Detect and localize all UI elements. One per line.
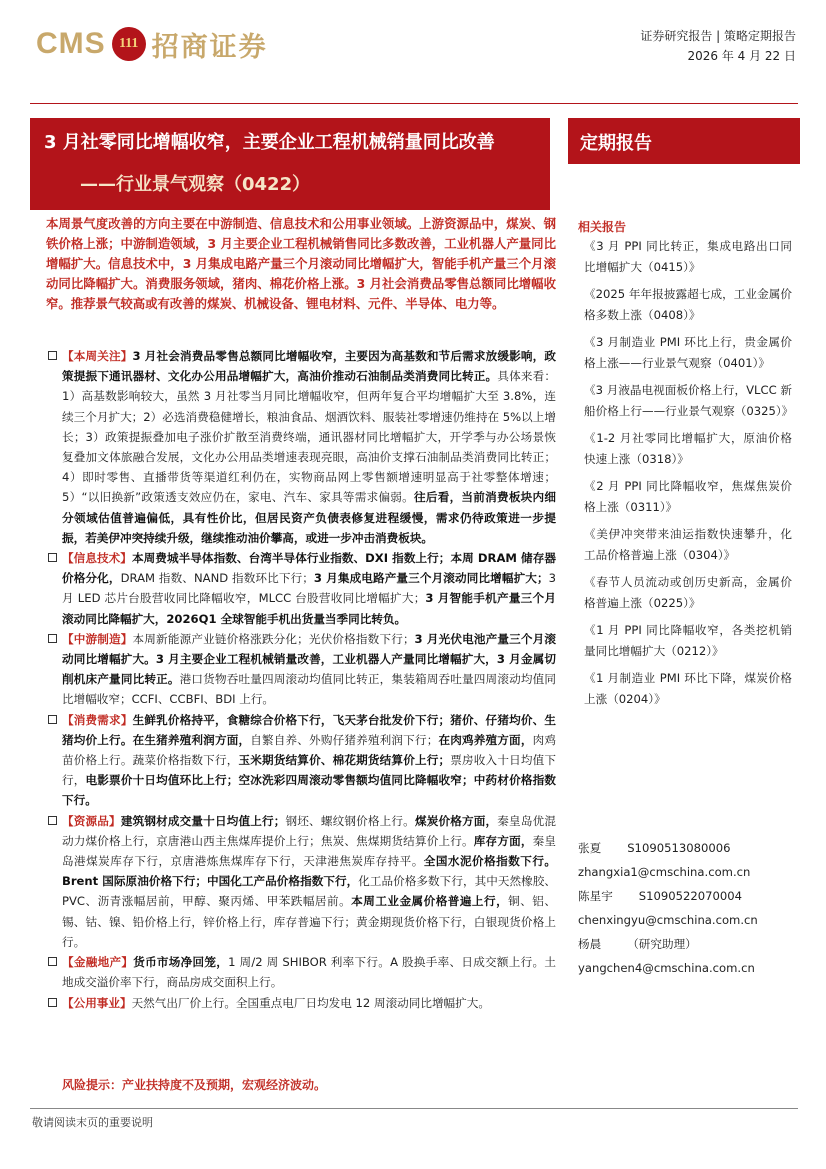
bullet-bold-text: 电影票价十日均值环比上行；空冰洗彩四周滚动零售额均值同比降幅收窄；中药材价格指数下行。: [62, 773, 556, 808]
checkbox-bullet-icon: [48, 553, 57, 562]
bullet-tag: 【资源品】: [62, 813, 121, 828]
related-reports-title: 相关报告: [578, 220, 627, 234]
bullet-bold-text: 玉米期货结算价、棉花期货结算价上行；: [238, 753, 451, 768]
report-type: 证券研究报告 | 策略定期报告: [640, 29, 796, 43]
header-divider: [30, 103, 798, 104]
summary-paragraph: 本周景气度改善的方向主要在中游制造、信息技术和公用事业领域。上游资源品中，煤炭、钢铁价格上涨；中游制造领域，3 月主要企业工程机械销售同比多数改善，工业机器人产量同比增幅扩大。信息技术中，3 月集成电路产量三个月滚动同比增幅扩大，智能手机产量三个月滚动同比降幅扩大。消费服务领域，猪肉、棉花价格上涨。3 月社会消费品零售总额同比增幅收窄。推荐景气较高或有改善的煤炭、机械设备、锂电材料、元件、半导体、电力等。: [46, 216, 556, 311]
analyst-email[interactable]: yangchen4@cmschina.com.cn: [578, 961, 755, 975]
bullet-consumption: [46, 710, 556, 811]
bullet-bold-text: 货币市场净回笼，: [133, 955, 229, 970]
footer-divider: [30, 1108, 798, 1109]
bullet-tag: 【本周关注】: [62, 349, 133, 363]
report-date: 2026 年 4 月 22 日: [687, 49, 796, 63]
title-banner: [30, 118, 550, 210]
bullet-text: 3 月 LED 芯片台股营收同比降幅收窄，MLCC 台股营收同比增幅扩大；: [62, 571, 556, 606]
related-report-link[interactable]: 《3 月液晶电视面板价格上行，VLCC 新船价格上行——行业景气观察（0325）》: [584, 383, 794, 418]
analyst-cert: （研究助理）: [627, 937, 697, 951]
related-reports-list: [584, 236, 792, 716]
bullet-text: 秦皇岛优混动力煤价格上行，京唐港山西主焦煤库提价上行；焦炭、焦煤期货结算价上行。: [62, 813, 556, 848]
logo-text: CMS: [36, 27, 106, 60]
bullet-bold-text: 在肉鸡养殖方面，: [438, 732, 533, 747]
bullet-tag: 【中游制造】: [62, 631, 133, 646]
bullet-bold-text: 生鲜乳价格持平，食糖综合价格下行，飞天茅台批发价下行；猪价、仔猪均价、生猪均价上行。在生猪养殖利润方面，: [62, 712, 556, 747]
analyst-email[interactable]: chenxingyu@cmschina.com.cn: [578, 913, 758, 927]
related-report-link[interactable]: 《1 月 PPI 同比降幅收窄，各类挖机销量同比增幅扩大（0212）》: [584, 623, 792, 658]
related-report-link[interactable]: 《1 月制造业 PMI 环比下降，煤炭价格上涨（0204）》: [584, 671, 792, 706]
bullet-text: 港口货物吞吐量四周滚动均值同比转正，集装箱周吞吐量四周滚动均值同比增幅收窄；CCFI、CCBFI、BDI 上行。: [62, 672, 556, 707]
bullet-bold-text: 3 月社会消费品零售总额同比增幅收窄，主要因为高基数和节后需求放缓影响，政策提振下通讯器材、文化办公用品增幅扩大，高油价推动石油制品类消费同比转正。: [62, 349, 556, 384]
bullet-list: [46, 346, 556, 1013]
bullet-bold-text: 3 月智能手机产量三个月滚动同比降幅扩大，2026Q1 全球智能手机出货量当季同比转负。: [62, 591, 556, 626]
bullet-text: 钢坯、螺纹钢价格上行。: [285, 813, 415, 828]
footer-note: 敬请阅读末页的重要说明: [32, 1116, 153, 1129]
checkbox-bullet-icon: [48, 816, 57, 825]
related-report-link[interactable]: 《2 月 PPI 同比降幅收窄，焦煤焦炭价格上涨（0311）》: [584, 479, 792, 514]
analyst-row: [578, 836, 798, 860]
bullet-bold-text: 全国水泥价格指数下行。Brent 国际原油价格下行；中国化工产品价格指数下行，: [62, 854, 556, 889]
bullet-bold-text: 建筑钢材成交量十日均值上行；: [120, 813, 286, 828]
analyst-row: [578, 884, 798, 908]
report-category-tag: 定期报告: [568, 118, 800, 164]
bullet-text: 秦皇岛港煤炭库存下行，京唐港炼焦煤库存下行，天津港焦炭库存持平。: [62, 833, 556, 869]
bullet-utilities: [46, 993, 556, 1013]
bullet-bold-text: 本周工业金属价格普遍上行，: [351, 894, 509, 909]
analyst-row: [578, 932, 798, 956]
related-report-link[interactable]: 《1-2 月社零同比增幅扩大，原油价格快速上涨（0318）》: [584, 431, 792, 466]
bullet-text: 自繁自养、外购仔猪养殖利润下行；: [250, 732, 439, 747]
bullet-focus: [46, 346, 556, 548]
checkbox-bullet-icon: [48, 634, 57, 643]
bullet-bold-text: 库存方面，: [473, 833, 533, 848]
bullet-tag: 【消费需求】: [62, 712, 133, 727]
bullet-bold-text: 往后看，当前消费板块内细分领域估值普遍偏低，具有性价比，但居民资产负债表修复进程缓慢，需求仍待政策进一步提振，若美伊冲突持续升级，继续推动油价攀高，或进一步冲击消费板块。: [62, 490, 556, 545]
related-report-link[interactable]: 《3 月制造业 PMI 环比上行，贵金属价格上涨——行业景气观察（0401）》: [584, 335, 792, 370]
analyst-name: 杨晨: [578, 937, 602, 951]
bullet-resources: [46, 811, 556, 952]
bullet-bold-text: 3 月光伏电池产量三个月滚动同比增幅扩大。3 月主要企业工程机械销量改善，工业机器人产量同比增幅扩大，3 月金属切削机床产量同比转正。: [62, 631, 556, 687]
report-title: 3 月社零同比增幅收窄，主要企业工程机械销量同比改善: [44, 132, 495, 153]
analyst-block: [578, 836, 798, 980]
risk-warning: 风险提示：产业扶持度不及预期，宏观经济波动。: [62, 1078, 327, 1092]
header-meta: [640, 26, 796, 66]
cms-logo: [36, 24, 268, 64]
related-report-link[interactable]: 《美伊冲突带来油运指数快速攀升，化工品价格普遍上涨（0304）》: [584, 527, 792, 562]
related-report-link[interactable]: 《2025 年年报披露超七成，工业金属价格多数上涨（0408）》: [584, 287, 792, 322]
bullet-text: 具体来看：1）高基数影响较大，虽然 3 月社零当月同比增幅收窄，但两年复合平均增幅扩大至 3.8%，连续三个月扩大；2）必选消费稳健增长，粮油食品、烟酒饮料、服装社零增速仍维持在 5%以上增长；3）政策提振叠加电子涨价扩散至消费终端，通讯器材同比增幅扩大，开学季与办公场景恢复叠加文体旅融合发展，文化办公用品类增速表现亮眼，高油价支撑石油制品类消费同比转正；4）即时零售、直播带货等渠道红利仍在，实物商品网上零售额增速明显高于社零整体增速；5）“以旧换新”政策透支效应仍在，家电、汽车、家具等需求偏弱。: [62, 369, 556, 505]
bullet-text: 票房收入十日均值下行，: [62, 753, 556, 788]
bullet-tag: 【公用事业】: [62, 995, 132, 1010]
logo-emblem-icon: 111: [112, 27, 146, 61]
bullet-finance: [46, 952, 556, 992]
checkbox-bullet-icon: [48, 998, 57, 1007]
related-report-link[interactable]: 《3 月 PPI 同比转正，集成电路出口同比增幅扩大（0415）》: [584, 239, 792, 274]
bullet-text: 本周新能源产业链价格涨跌分化；光伏价格指数下行；: [132, 631, 415, 646]
analyst-cert: S1090522070004: [638, 889, 743, 903]
checkbox-bullet-icon: [48, 957, 57, 966]
bullet-text: 1 周/2 周 SHIBOR 利率下行。A 股换手率、日成交额上行。土地成交溢价率下行，商品房成交面积上行。: [62, 955, 556, 990]
report-subtitle: ——行业景气观察（0422）: [80, 174, 311, 195]
bullet-midstream: [46, 629, 556, 710]
bullet-tag: 【信息技术】: [62, 551, 132, 566]
bullet-text: 天然气出厂价上行。全国重点电厂日均发电 12 周滚动同比增幅扩大。: [131, 995, 490, 1010]
analyst-name: 张夏: [578, 841, 602, 855]
bullet-text: 肉鸡苗价格上行。蔬菜价格指数下行，: [62, 732, 556, 768]
bullet-text: 化工品价格多数下行，其中天然橡胶、PVC、沥青涨幅居前，甲醇、聚丙烯、甲苯跌幅居前。: [62, 874, 556, 909]
analyst-name: 陈星宇: [578, 889, 613, 903]
bullet-bold-text: 3 月集成电路产量三个月滚动同比增幅扩大；: [313, 571, 549, 586]
bullet-tag: 【金融地产】: [62, 955, 134, 970]
bullet-bold-text: 煤炭价格方面，: [414, 813, 498, 828]
bullet-text: 铜、铝、锡、钴、镍、铅价格上行，锌价格上行，库存普遍下行；黄金期现货价格下行，白银现货价格上行。: [62, 894, 556, 949]
bullet-it: [46, 548, 556, 629]
analyst-cert: S1090513080006: [627, 841, 731, 855]
related-report-link[interactable]: 《春节人员流动或创历史新高，金属价格普遍上涨（0225）》: [584, 575, 792, 610]
checkbox-bullet-icon: [48, 351, 57, 360]
bullet-text: DRAM 指数、NAND 指数环比下行；: [120, 571, 314, 586]
bullet-bold-text: 本周费城半导体指数、台湾半导体行业指数、DXI 指数上行；本周 DRAM 储存器价格分化，: [62, 551, 556, 586]
analyst-email[interactable]: zhangxia1@cmschina.com.cn: [578, 865, 751, 879]
logo-company-name: 招商证券: [151, 31, 268, 63]
checkbox-bullet-icon: [48, 715, 57, 724]
